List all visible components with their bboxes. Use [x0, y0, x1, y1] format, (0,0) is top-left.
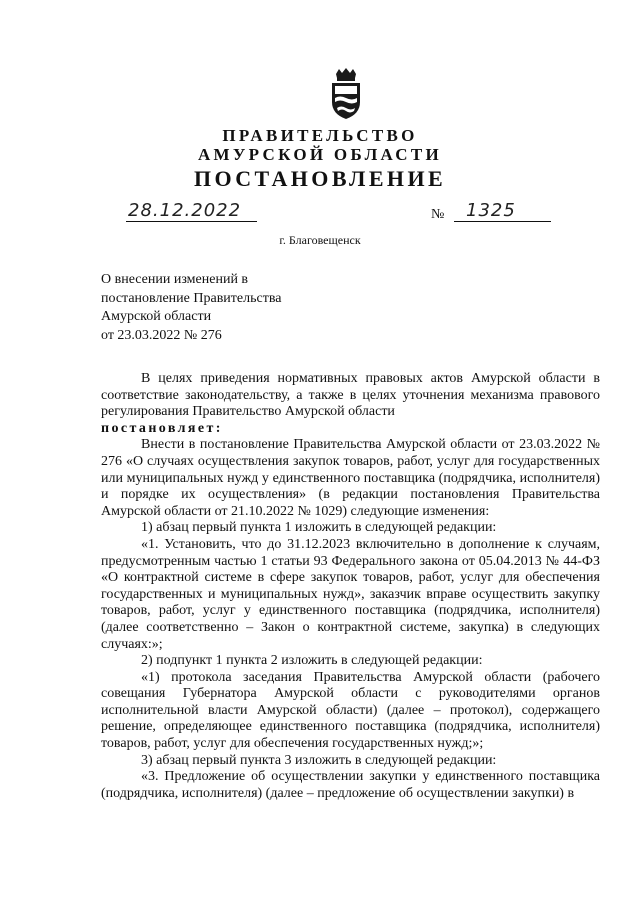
city-name: г. Благовещенск: [279, 233, 361, 247]
amendment-item-heading: 2) подпункт 1 пункта 2 изложить в следующей редакции:: [141, 653, 483, 669]
subject-line: от 23.03.2022 № 276: [101, 327, 222, 343]
organization-name-line1: ПРАВИТЕЛЬСТВО: [222, 126, 418, 145]
subject-line: О внесении изменений в: [101, 272, 249, 287]
number-label: №: [431, 207, 445, 222]
subject-line: постановление Правительства: [101, 290, 282, 306]
decree-word: постановляет:: [101, 420, 223, 436]
intro-paragraph: Внести в постановление Правительства Амурской области от 23.03.2022 № 276 «О случаях осуществления закупок товаров, работ, услуг для государственных или муниципальных нужд у единственного поставщика (подрядчика, исполнителя) и порядке их осуществления» (в редакции постановления Правительства Амурской области от 21.10.2022 № 1029) следующие изменения:: [101, 437, 600, 519]
document-body: [101, 371, 600, 802]
document-type-title: ПОСТАНОВЛЕНИЕ: [193, 166, 447, 191]
date-underline: [126, 220, 257, 222]
subject-line: Амурской области: [101, 309, 212, 324]
amendment-item-text: «3. Предложение об осуществлении закупки у единственного поставщика (подрядчика, исполнителя) (далее – предложение об осуществлении закупки) в: [101, 769, 600, 801]
amendment-item-text: «1. Установить, что до 31.12.2023 включительно в дополнение к случаям, предусмотренным частью 1 статьи 93 Федерального закона от 05.04.2013 № 44-ФЗ «О контрактной системе в сфере закупок товаров, работ, услуг для обеспечения государственных и муниципальных нужд», заказчик вправе осуществить закупку товаров, работ, услуг у единственного поставщика (подрядчика, исполнителя) (далее соответственно – Закон о контрактной системе, закупка) в следующих случаях:»;: [101, 536, 600, 652]
amendment-item-text: «1) протокола заседания Правительства Амурской области (рабочего совещания Губернатора Амурской области с руководителями органов исполнительной власти Амурской области) (далее – протокол), содержащего решение, определяющее единственного поставщика (подрядчика, исполнителя) товаров, работ, услуг для обеспечения государственных нужд;»;: [101, 669, 600, 752]
amur-region-coat-of-arms-icon: [328, 68, 364, 120]
document-date: 28.12.2022: [128, 200, 242, 221]
organization-name-line2: АМУРСКОЙ ОБЛАСТИ: [197, 145, 443, 164]
number-underline: [454, 220, 551, 222]
document-subject: [101, 271, 361, 345]
amendment-item-heading: 1) абзац первый пункта 1 изложить в следующей редакции:: [141, 520, 497, 536]
document-number: 1325: [466, 200, 516, 221]
preamble-paragraph: В целях приведения нормативных правовых актов Амурской области в соответствие законодательству, а также в целях уточнения механизма правового регулирования Правительство Амурской области: [101, 371, 600, 420]
amendment-item-heading: 3) абзац первый пункта 3 изложить в следующей редакции:: [141, 752, 497, 768]
